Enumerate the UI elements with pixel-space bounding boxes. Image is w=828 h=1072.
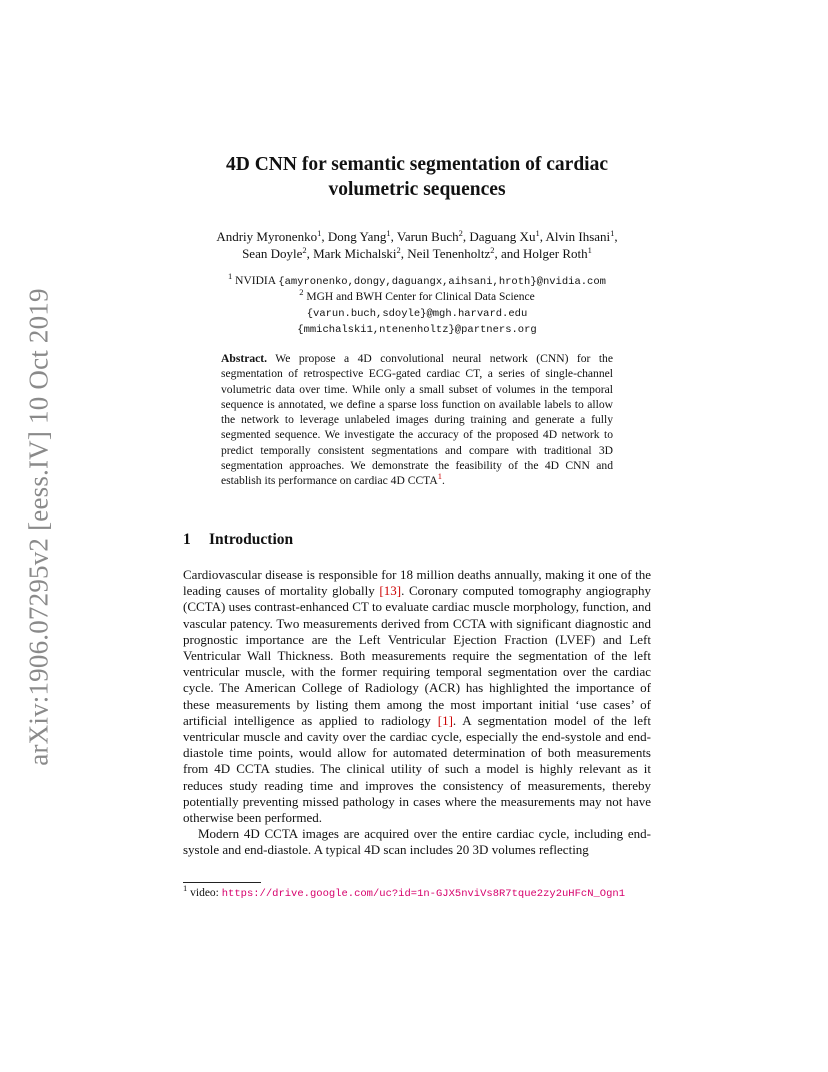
paragraph-1-text-b: . Coronary computed tomography angiography (CCTA) uses contrast-enhanced CT to evaluate cardiac muscle morphology, function, and vascular patency. Two measurements derived from CCTA with significant diagnostic and prognostic importance are the Left Ventricular Ejection Fraction (LVEF) and Left Ventricular Wall Thickness. Both measurements require the segmentation of the left ventricular muscle, with the former requiring temporal segmentation over the cardiac cycle. The American College of Radiology (ACR) has highlighted the importance of these measurements by listing them among the most important initial ‘use cases’ of artificial intelligence as applied to radiology [183, 583, 651, 728]
author-line-1: Andriy Myronenko$^1$, Dong Yang$^1$, Varun Buch$^2$, Daguang Xu$^1$, Alvin Ihsani$^1$, [216, 228, 618, 244]
author-name: Holger Roth [523, 246, 588, 261]
section-heading [183, 531, 293, 549]
affiliation-number: 1 [228, 271, 233, 281]
paragraph-1-text-c: . A segmentation model of the left ventricular muscle and cavity over the cardiac cycle, especially the end-systole and end-diastole time points, would allow for automated determination of both measurements from 4D CCTA studies. The clinical utility of such a model is highly relevant as it reduces study reading time and improves the consistency of measurements, thereby potentially preventing missed pathology in cases where the measurements may not have otherwise been performed. [183, 712, 651, 826]
footnote-video-link[interactable]: https://drive.google.com/uc?id=1n-GJX5nviVs8R7tque2zy2uHFcN_Ogn1 [221, 888, 626, 900]
title-line-1: 4D CNN for semantic segmentation of cardiac [226, 154, 608, 175]
affiliation-org: MGH and BWH Center for Clinical Data Science [306, 291, 535, 304]
author-affiliation-mark: 1 [386, 228, 391, 238]
footnote-rule [183, 882, 261, 883]
introduction-body [183, 567, 651, 859]
author-name: Andriy Myronenko [216, 229, 318, 244]
author-line-2: Sean Doyle$^2$, Mark Michalski$^2$, Neil Tenenholtz$^2$, and Holger Roth$^1$ [242, 245, 592, 261]
paragraph-2: Modern 4D CCTA images are acquired over the entire cardiac cycle, including end-systole and end-diastole. A typical 4D scan includes 20 3D volumes reflecting [183, 826, 651, 858]
author-name: Mark Michalski [313, 246, 397, 261]
author-affiliation-mark: 1 [610, 228, 615, 238]
abstract-text: We propose a 4D convolutional neural network (CNN) for the segmentation of retrospective ECG-gated cardiac CT, a series of single-channel volumetric data over time. While only a small subset of volumes in the temporal sequence is annotated, we define a sparse loss function on available labels to allow the network to leverage unlabeled images during training and generate a fully segmented sequence. We investigate the accuracy of the proposed 4D network to predict temporally consistent segmentations and compare with traditional 3D segmentation approaches. We demonstrate the feasibility of the 4D CNN and establish its performance on cardiac 4D CCTA [221, 352, 613, 488]
affiliation-2-email-line-2 [183, 322, 651, 338]
citation-link-13[interactable]: [13] [379, 583, 402, 599]
paragraph-1 [183, 567, 651, 826]
affiliation-email: {amyronenko,dongy,daguangx,aihsani,hroth}@nvidia.com [278, 276, 606, 288]
affiliation-2-email-line-1 [183, 306, 651, 322]
author-affiliation-mark: 1 [317, 228, 322, 238]
author-name: Alvin Ihsani [545, 229, 611, 244]
author-affiliation-mark: 2 [458, 228, 463, 238]
abstract-end: . [441, 474, 445, 488]
footnote-link-1[interactable]: 1 [437, 471, 442, 482]
title-line-2: volumetric sequences [328, 179, 506, 200]
paragraph-1-text-a: Cardiovascular disease is responsible for 18 million deaths annually, making it one of the leading causes of mortality globally [183, 567, 651, 599]
author-name: Dong Yang [327, 229, 387, 244]
affiliation-org: NVIDIA [235, 275, 276, 287]
footnote-number: 1 [183, 883, 188, 893]
footnote [183, 883, 651, 901]
abstract [221, 351, 613, 489]
author-conjunction: and [501, 246, 520, 261]
paper-title [183, 152, 651, 202]
author-name: Daguang Xu [469, 229, 536, 244]
author-affiliation-mark: 1 [587, 245, 592, 255]
author-affiliation-mark: 2 [396, 245, 401, 255]
affiliation-number: 2 [299, 287, 304, 298]
author-name: Sean Doyle [242, 246, 303, 261]
affiliation-email: {varun.buch,sdoyle}@mgh.harvard.edu [306, 307, 528, 320]
author-list [183, 228, 651, 262]
author-name: Varun Buch [396, 229, 459, 244]
abstract-label: Abstract. [221, 352, 268, 365]
citation-link-1[interactable]: [1] [437, 712, 453, 728]
author-name: Neil Tenenholtz [407, 246, 491, 261]
affiliations [183, 271, 651, 338]
author-affiliation-mark: 2 [490, 245, 495, 255]
arxiv-identifier-text: arXiv:1906.07295v2 [eess.IV] 10 Oct 2019 [23, 288, 54, 766]
affiliation-2 [183, 287, 651, 305]
affiliation-1 [183, 271, 651, 290]
affiliation-email: {mmichalski1,ntenenholtz}@partners.org [297, 323, 537, 336]
section-title: Introduction [209, 531, 294, 548]
author-affiliation-mark: 1 [535, 228, 540, 238]
section-number: 1 [183, 531, 191, 548]
footnote-label: video: [190, 887, 219, 899]
author-affiliation-mark: 2 [302, 245, 307, 255]
arxiv-identifier-stamp [19, 288, 59, 766]
